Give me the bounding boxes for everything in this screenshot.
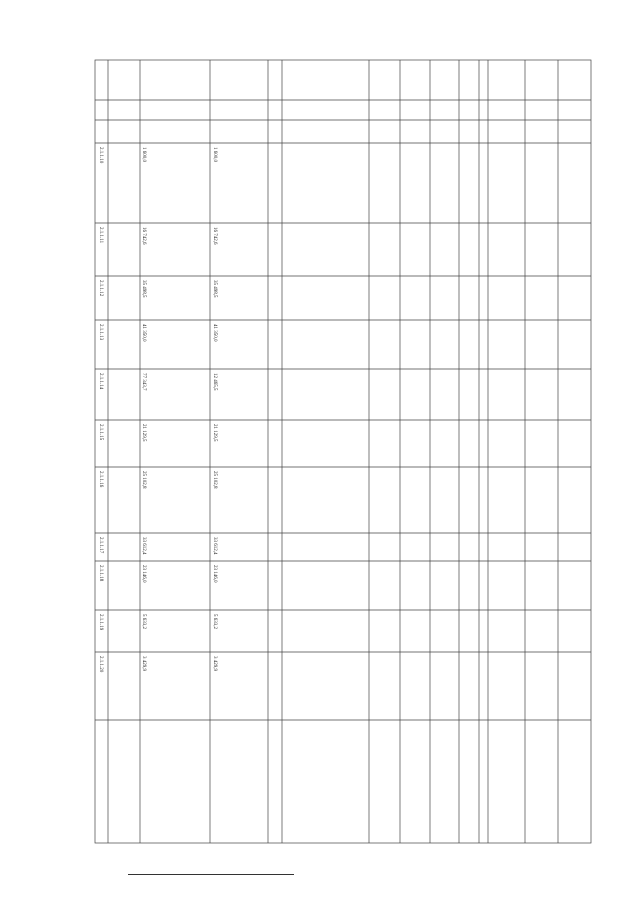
row-code: 2.1.1.17 xyxy=(98,537,103,554)
table-border xyxy=(95,60,591,843)
row-code: 2.1.1.12 xyxy=(98,280,103,297)
row-obl: 35 498,5 xyxy=(212,280,217,298)
row-code: 2.1.1.11 xyxy=(98,227,103,244)
row-code: 2.1.1.15 xyxy=(98,424,103,441)
row-total: 21 129,5 xyxy=(141,424,146,442)
row-code: 2.1.1.10 xyxy=(98,147,103,164)
row-obl: 16 742,6 xyxy=(212,227,217,245)
row-total: 33 612,4 xyxy=(141,537,146,555)
row-code: 2.1.1.20 xyxy=(98,656,103,673)
row-total: 3 429,9 xyxy=(141,656,146,671)
row-total: 16 742,6 xyxy=(141,227,146,245)
row-code: 2.1.1.13 xyxy=(98,324,103,341)
row-obl: 41 350,0 xyxy=(212,324,217,342)
row-total: 1 600,0 xyxy=(141,147,146,162)
row-obl: 25 102,8 xyxy=(212,471,217,489)
footer-rule xyxy=(128,874,294,875)
row-total: 41 350,0 xyxy=(141,324,146,342)
row-obl: 21 129,5 xyxy=(212,424,217,442)
row-code: 2.1.1.14 xyxy=(98,373,103,390)
row-obl: 1 600,0 xyxy=(212,147,217,162)
row-total: 77 343,7 xyxy=(141,373,146,391)
row-total: 5 633,2 xyxy=(141,614,146,629)
row-code: 2.1.1.16 xyxy=(98,471,103,488)
row-obl: 23 146,0 xyxy=(212,565,217,583)
row-total: 23 146,0 xyxy=(141,565,146,583)
row-obl: 5 633,2 xyxy=(212,614,217,629)
row-obl: 12 465,5 xyxy=(212,373,217,391)
row-code: 2.1.1.19 xyxy=(98,614,103,631)
row-obl: 33 612,4 xyxy=(212,537,217,555)
row-code: 2.1.1.18 xyxy=(98,565,103,582)
row-obl: 3 429,9 xyxy=(212,656,217,671)
row-total: 35 498,5 xyxy=(141,280,146,298)
row-total: 25 102,8 xyxy=(141,471,146,489)
